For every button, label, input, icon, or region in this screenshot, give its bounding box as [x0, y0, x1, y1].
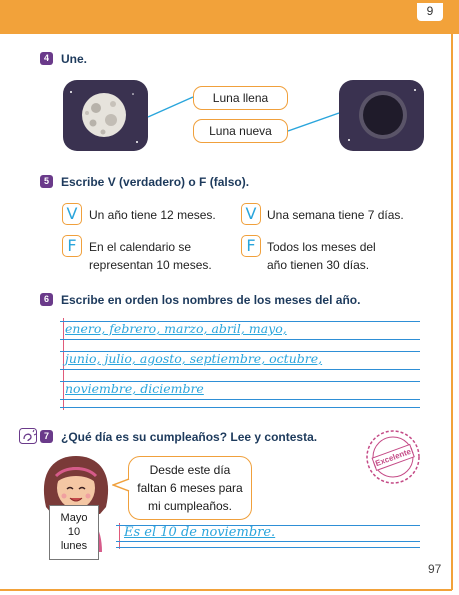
- exercise-6-title: Escribe en orden los nombres de los meses del año.: [61, 293, 361, 307]
- writing-lines-months[interactable]: [60, 318, 420, 410]
- rule: [60, 339, 420, 340]
- handwritten-line-2: junio, julio, agosto, septiembre, octubre,: [65, 351, 323, 366]
- statement-3: [89, 238, 212, 274]
- exercise-5-number: 5: [40, 175, 53, 188]
- sign-day-number: 10: [67, 526, 81, 538]
- calendar-sign: [49, 505, 99, 560]
- statement-1-line: Un año tiene 12 meses.: [89, 208, 216, 222]
- exercise-7-number: 7: [40, 430, 53, 443]
- statement-4-line-2: año tienen 30 días.: [267, 258, 370, 272]
- rule: [60, 369, 420, 370]
- writing-lines-answer[interactable]: [116, 523, 420, 549]
- statement-3-line-1: En el calendario se: [89, 240, 192, 254]
- rule: [60, 407, 420, 408]
- statement-1: [89, 206, 216, 224]
- speech-bubble: [128, 456, 252, 520]
- exercise-6-number: 6: [40, 293, 53, 306]
- handwritten-answer: Es el 10 de noviembre.: [124, 525, 276, 540]
- answer-box-1[interactable]: V: [62, 203, 82, 225]
- sign-weekday: lunes: [60, 540, 88, 552]
- bubble-line-1: Desde este día: [149, 463, 231, 477]
- handwritten-line-3: noviembre, diciembre: [65, 381, 204, 396]
- bubble-line-3: mi cumpleaños.: [147, 499, 233, 513]
- stamp-icon: [364, 428, 422, 486]
- stamp-text: ¡Excelente!: [371, 445, 415, 469]
- handwritten-line-1: enero, febrero, marzo, abril, mayo,: [65, 321, 287, 336]
- audio-icon: [19, 428, 37, 444]
- page-number: 97: [428, 562, 442, 576]
- option-luna-llena[interactable]: Luna llena: [193, 86, 288, 110]
- statement-3-line-2: representan 10 meses.: [89, 258, 212, 272]
- margin-line: [63, 318, 64, 410]
- statement-4: [267, 238, 376, 274]
- exercise-5-title: Escribe V (verdadero) o F (falso).: [61, 175, 250, 189]
- statement-2: [267, 206, 404, 224]
- margin-line: [119, 523, 120, 549]
- exercise-4-number: 4: [40, 52, 53, 65]
- exercise-7-title: ¿Qué día es su cumpleaños? Lee y contesta.: [61, 430, 318, 444]
- exercise-4-title: Une.: [61, 52, 88, 66]
- bubble-tail: [112, 478, 132, 492]
- statement-2-line: Una semana tiene 7 días.: [267, 208, 404, 222]
- option-luna-nueva[interactable]: Luna nueva: [193, 119, 288, 143]
- sign-month: Mayo: [60, 512, 88, 524]
- bubble-line-2: faltan 6 meses para: [137, 481, 243, 495]
- statement-4-line-1: Todos los meses del: [267, 240, 376, 254]
- rule: [116, 541, 420, 542]
- bottom-border: [0, 589, 452, 591]
- answer-box-2[interactable]: V: [241, 203, 261, 225]
- answer-box-4[interactable]: F: [241, 235, 261, 257]
- answer-box-3[interactable]: F: [62, 235, 82, 257]
- rule: [116, 547, 420, 548]
- rule: [60, 399, 420, 400]
- page-tab: 9: [416, 2, 444, 22]
